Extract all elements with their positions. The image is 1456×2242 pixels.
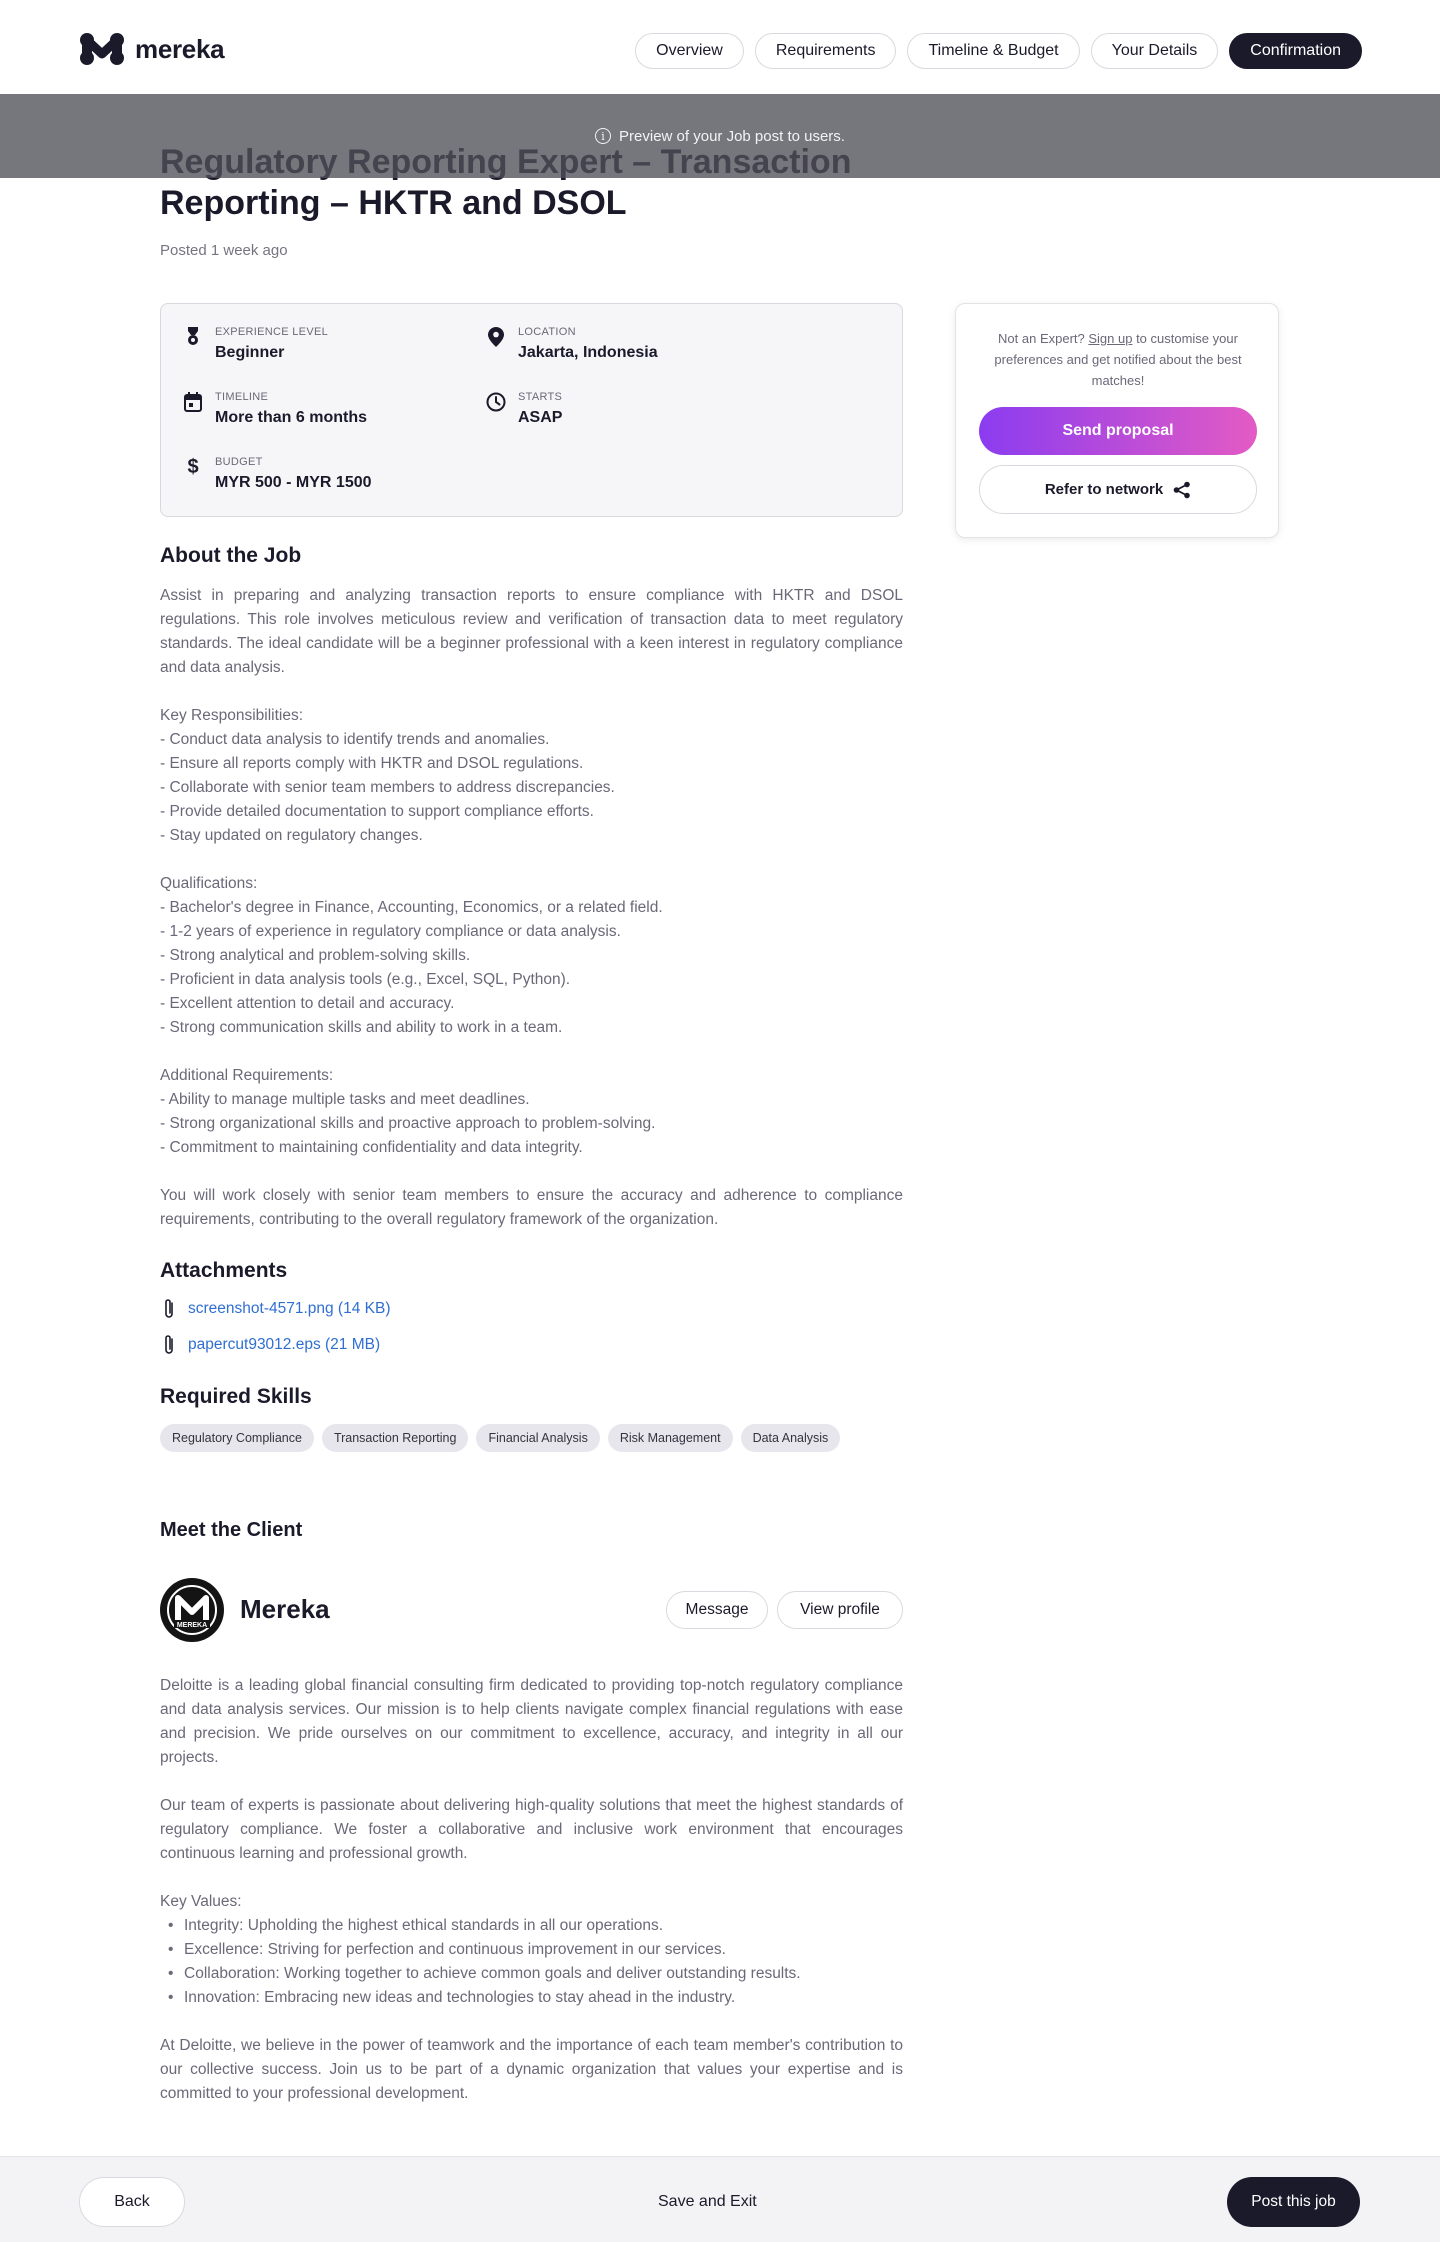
values-list — [160, 1914, 903, 2010]
step-requirements[interactable]: Requirements — [755, 33, 897, 69]
values-heading: Key Values: — [160, 1893, 242, 1910]
bottom-action-bar — [0, 2156, 1440, 2242]
medal-icon — [183, 326, 203, 348]
skill-chip: Regulatory Compliance — [160, 1424, 314, 1452]
preview-banner — [0, 94, 1440, 178]
client-heading: Meet the Client — [160, 1519, 303, 1541]
step-timeline-budget[interactable]: Timeline & Budget — [907, 33, 1079, 69]
job-title: Reporting – HKTR and DSOL — [160, 184, 627, 222]
client-logo[interactable] — [160, 1578, 224, 1642]
timeline-value: More than 6 months — [215, 409, 368, 426]
list-item: • Integrity: Upholding the highest ethical standards in all our operations. — [160, 1914, 903, 1938]
client-logo-mark — [166, 1584, 218, 1636]
skill-chip: Financial Analysis — [476, 1424, 599, 1452]
list-item: • Excellence: Striving for perfection and continuous improvement in our services. — [160, 1938, 903, 1962]
dollar-icon: $ — [187, 455, 199, 478]
paperclip-icon — [162, 1298, 176, 1320]
view-profile-button[interactable]: View profile — [777, 1591, 903, 1629]
client-para-3: At Deloitte, we believe in the power of teamwork and the importance of each team member's contribution to our collective success. Join us to be part of a dynamic organization that values your expertise and is committed to your professional development. — [160, 2037, 903, 2102]
list-item: • Innovation: Embracing new ideas and technologies to stay ahead in the industry. — [160, 1986, 903, 2010]
info-icon: i — [595, 128, 611, 144]
brand-name: mereka — [135, 33, 225, 64]
additional-requirements-block: Additional Requirements: - Ability to manage multiple tasks and meet deadlines. - Strong organizational skills and proactive approach to problem-solving. - Commitment to maintaining confidentiality and data integrity. — [160, 1067, 656, 1156]
skill-chip: Transaction Reporting — [322, 1424, 469, 1452]
starts-label: STARTS — [518, 391, 563, 403]
about-body — [160, 584, 903, 1256]
posted-date: Posted 1 week ago — [160, 242, 288, 259]
step-overview[interactable]: Overview — [635, 33, 744, 69]
detail-timeline — [183, 389, 367, 427]
location-label: LOCATION — [518, 326, 576, 338]
client-about — [160, 1674, 903, 2130]
job-details-card — [160, 303, 903, 517]
detail-location — [486, 324, 658, 362]
signup-link[interactable]: Sign up — [1088, 331, 1133, 346]
step-your-details[interactable]: Your Details — [1091, 33, 1219, 69]
post-job-button[interactable]: Post this job — [1227, 2177, 1360, 2227]
detail-starts — [486, 389, 562, 427]
step-confirmation[interactable]: Confirmation — [1229, 33, 1362, 69]
skill-chip: Risk Management — [608, 1424, 733, 1452]
attachments-heading: Attachments — [160, 1259, 288, 1282]
skills-list — [160, 1424, 840, 1452]
location-value: Jakarta, Indonesia — [518, 344, 658, 361]
signup-note: Not an Expert? Sign up to customise your preferences and get notified about the best matches! — [994, 331, 1242, 388]
paperclip-icon — [162, 1334, 176, 1356]
skills-heading: Required Skills — [160, 1385, 312, 1408]
about-heading: About the Job — [160, 544, 302, 567]
skill-chip: Data Analysis — [741, 1424, 841, 1452]
experience-value: Beginner — [215, 344, 285, 361]
send-proposal-button[interactable]: Send proposal — [979, 407, 1257, 455]
calendar-icon — [183, 391, 203, 413]
client-para-2: Our team of experts is passionate about delivering high-quality solutions that meet the highest standards of regulatory compliance. We foster a collaborative and inclusive work environment that encourages continuous learning and professional growth. — [160, 1797, 903, 1862]
experience-label: EXPERIENCE LEVEL — [215, 326, 329, 338]
step-navigation — [635, 33, 1362, 69]
attachment-link[interactable]: papercut93012.eps (21 MB) — [188, 1336, 381, 1353]
list-item: • Collaboration: Working together to achieve common goals and deliver outstanding results. — [160, 1962, 903, 1986]
preview-banner-text: Preview of your Job post to users. — [619, 127, 845, 145]
detail-budget — [183, 454, 372, 492]
refer-label: Refer to network — [1044, 481, 1164, 498]
mereka-logo-icon — [79, 32, 125, 66]
timeline-label: TIMELINE — [215, 391, 269, 403]
starts-value: ASAP — [518, 409, 563, 426]
attachment-item[interactable] — [162, 1298, 390, 1320]
qualifications-block: Qualifications: - Bachelor's degree in Finance, Accounting, Economics, or a related field. - 1-2 years of experience in regulatory compliance or data analysis. - Strong analytical and problem-solving skills. - Proficient in data analysis tools (e.g., Excel, SQL, Python). - Excellent attention to detail and accuracy. - Strong communication skills and ability to work in a team. — [160, 875, 663, 1036]
attachment-item[interactable] — [162, 1334, 380, 1356]
budget-label: BUDGET — [215, 456, 263, 468]
clock-icon — [486, 391, 506, 413]
responsibilities-block: Key Responsibilities: - Conduct data analysis to identify trends and anomalies. - Ensure all reports comply with HKTR and DSOL regulations. - Collaborate with senior team members to address discrepancies. - Provide detailed documentation to support compliance efforts. - Stay updated on regulatory changes. — [160, 707, 615, 844]
svg-text:MEREKA: MEREKA — [176, 1622, 208, 1629]
client-values — [160, 1890, 903, 2010]
save-and-exit-button[interactable]: Save and Exit — [658, 2193, 757, 2210]
attachment-link[interactable]: screenshot-4571.png (14 KB) — [188, 1300, 391, 1317]
client-name: Mereka — [240, 1594, 330, 1624]
client-header — [160, 1578, 903, 1642]
share-icon — [1173, 481, 1191, 499]
budget-value: MYR 500 - MYR 1500 — [215, 474, 372, 491]
about-intro: Assist in preparing and analyzing transaction reports to ensure compliance with HKTR and DSOL regulations. This role involves meticulous review and verification of transaction data to meet regulatory standards. The ideal candidate will be a beginner professional with a keen interest in regulatory compliance and data analysis. — [160, 587, 903, 676]
top-header — [0, 0, 1440, 94]
about-closing: You will work closely with senior team members to ensure the accuracy and adherence to compliance requirements, contributing to the overall regulatory framework of the organization. — [160, 1187, 903, 1228]
client-para-1: Deloitte is a leading global financial consulting firm dedicated to providing top-notch regulatory compliance and data analysis services. Our mission is to help clients navigate complex financial regulations with ease and precision. We pride ourselves on our commitment to excellence, accuracy, and integrity in all our projects. — [160, 1677, 903, 1766]
message-button[interactable]: Message — [666, 1591, 768, 1629]
refer-to-network-button[interactable] — [979, 465, 1257, 514]
back-button[interactable]: Back — [79, 2177, 185, 2227]
location-pin-icon — [486, 326, 506, 348]
brand-logo[interactable] — [79, 32, 224, 66]
proposal-card — [955, 303, 1279, 538]
detail-experience — [183, 324, 328, 362]
